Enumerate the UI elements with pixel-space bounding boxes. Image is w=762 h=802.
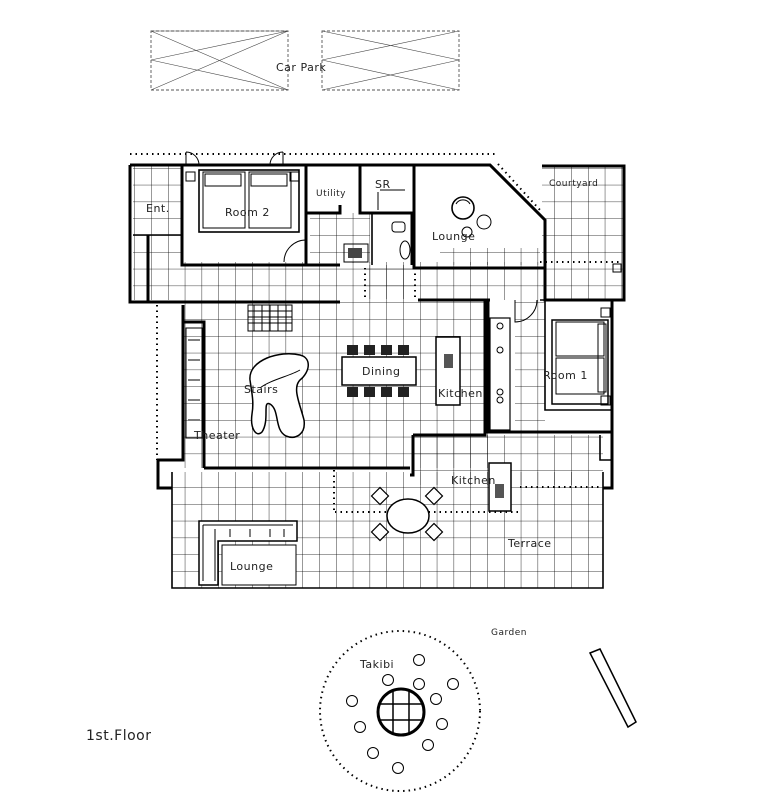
label-kitchen-outer: Kitchen (451, 474, 496, 487)
label-lounge-upper: Lounge (432, 230, 476, 243)
car-park (151, 31, 459, 90)
room2-beds (186, 170, 299, 232)
label-takibi: Takibi (360, 658, 395, 671)
room1-bed (552, 308, 610, 405)
label-theater: Theater (194, 429, 241, 442)
label-room2: Room 2 (225, 206, 270, 219)
label-lounge-lower: Lounge (230, 560, 274, 573)
kitchen-counter (490, 318, 510, 430)
label-courtyard: Courtyard (549, 179, 599, 189)
label-stairs: Stairs (244, 383, 279, 396)
takibi-firepit (320, 631, 480, 791)
label-room1: Room 1 (543, 369, 588, 382)
label-sr: SR (375, 178, 391, 191)
terrace-lounge-sofa (199, 521, 297, 585)
car-park-label: Car Park (276, 61, 327, 74)
label-kitchen-inner: Kitchen (438, 387, 483, 400)
label-utility: Utility (316, 189, 346, 199)
label-terrace: Terrace (508, 537, 552, 550)
label-ent: Ent. (146, 202, 170, 215)
garden-bench (590, 649, 636, 727)
label-dining: Dining (362, 365, 401, 378)
floor-title: 1st.Floor (86, 728, 152, 744)
outdoor-kitchen-counter (489, 463, 511, 511)
label-garden: Garden (491, 628, 527, 638)
